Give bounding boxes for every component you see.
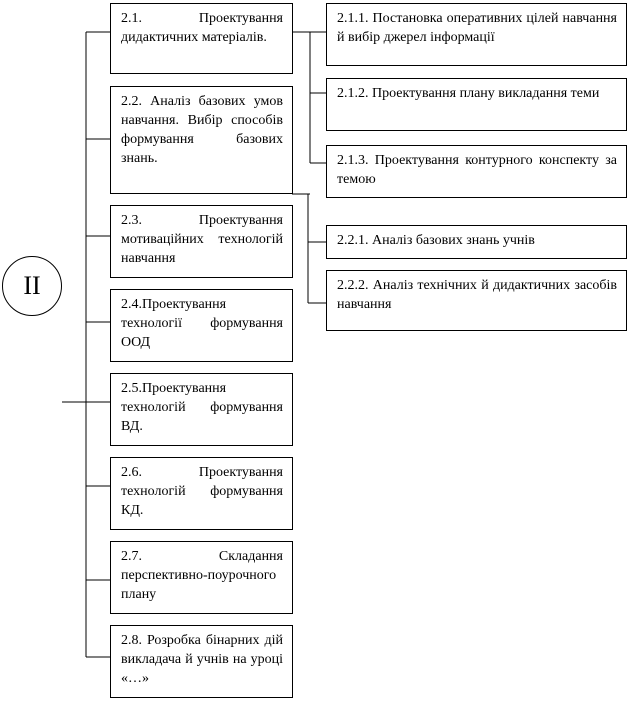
node-2-2: 2.2. Аналіз базових умов навчання. Вибір способів формування базових знань. xyxy=(110,86,293,194)
node-2-2-1: 2.2.1. Аналіз базових знань учнів xyxy=(326,225,627,259)
node-2-5: 2.5.Проектування технологій формування ВД. xyxy=(110,373,293,446)
node-2-3: 2.3. Проектування мотиваційних технологій навчання xyxy=(110,205,293,278)
node-2-1: 2.1. Проектування дидактичних матеріалів. xyxy=(110,3,293,74)
node-2-4: 2.4.Проектування технології формування ООД xyxy=(110,289,293,362)
root-node-label: II xyxy=(23,271,41,300)
node-2-7: 2.7. Складання перспективно-поурочного плану xyxy=(110,541,293,614)
node-2-2-2: 2.2.2. Аналіз технічних й дидактичних засобів навчання xyxy=(326,270,627,331)
node-2-6: 2.6. Проектування технологій формування КД. xyxy=(110,457,293,530)
root-node-circle xyxy=(2,256,62,316)
node-2-1-2: 2.1.2. Проектування плану викладання теми xyxy=(326,78,627,131)
node-2-1-3: 2.1.3. Проектування контурного конспекту за темою xyxy=(326,145,627,198)
node-2-8: 2.8. Розробка бінарних дій викладача й учнів на уроці «…» xyxy=(110,625,293,698)
node-2-1-1: 2.1.1. Постановка оперативних цілей навчання й вибір джерел інформації xyxy=(326,3,627,66)
